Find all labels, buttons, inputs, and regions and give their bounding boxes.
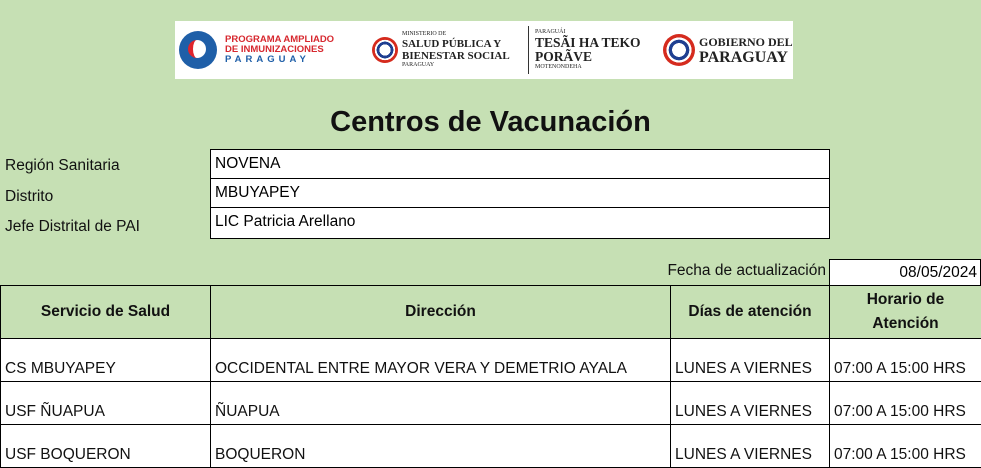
pai-logo-line2: DE INMUNIZACIONES [225,45,334,55]
page-title: Centros de Vacunación [0,106,981,139]
pai-logo-line3: PARAGUAY [225,55,334,65]
table-row [1,382,981,425]
cell-horario[interactable]: 07:00 A 15:00 HRS [830,425,981,468]
national-seal-icon [372,37,398,63]
table-row [1,339,981,382]
header-horario-line2: Atención [834,312,977,336]
tesai-line2: PORÃVE [535,50,659,64]
logo-divider [528,26,529,74]
gobierno-logo [663,34,793,66]
ministerio-line1: SALUD PÚBLICA Y [402,38,510,50]
cell-servicio[interactable]: USF BOQUERON [1,425,211,468]
logo-banner [175,21,793,79]
header-horario [830,286,981,339]
ministerio-logo [372,31,522,69]
header-dias: Días de atención [671,286,830,339]
cell-direccion[interactable]: BOQUERON [211,425,671,468]
gobierno-seal-icon [663,34,695,66]
distrito-value[interactable]: MBUYAPEY [210,178,830,208]
pai-emblem-icon [179,31,217,69]
jefe-value[interactable]: LIC Patricia Arellano [210,207,830,239]
ministerio-tiny: PARAGUAY [402,62,510,69]
gobierno-line1: GOBIERNO DEL [699,34,793,50]
fecha-value[interactable]: 08/05/2024 [829,259,981,286]
tesai-tiny: MOTENONDEHA [535,64,659,71]
cell-dias[interactable]: LUNES A VIERNES [671,382,830,425]
pai-logo [175,31,364,69]
cell-servicio[interactable]: CS MBUYAPEY [1,339,211,382]
pai-logo-line1: PROGRAMA AMPLIADO [225,35,334,45]
table-row [1,425,981,468]
tesai-logo [535,29,659,71]
region-value[interactable]: NOVENA [210,149,830,179]
cell-horario[interactable]: 07:00 A 15:00 HRS [830,382,981,425]
cell-dias[interactable]: LUNES A VIERNES [671,425,830,468]
ministerio-line2: BIENESTAR SOCIAL [402,50,510,62]
vaccination-centers-table [0,285,981,468]
cell-horario[interactable]: 07:00 A 15:00 HRS [830,339,981,382]
fecha-label: Fecha de actualización [667,262,826,280]
header-horario-line1: Horario de [834,288,977,312]
header-direccion: Dirección [211,286,671,339]
tesai-small: PARAGUÁI [535,29,659,36]
cell-dias[interactable]: LUNES A VIERNES [671,339,830,382]
cell-servicio[interactable]: USF ÑUAPUA [1,382,211,425]
gobierno-line2: PARAGUAY [699,50,793,66]
table-header-row [1,286,981,339]
header-servicio: Servicio de Salud [1,286,211,339]
ministerio-small: MINISTERIO DE [402,31,510,38]
region-label: Región Sanitaria [5,157,120,175]
cell-direccion[interactable]: OCCIDENTAL ENTRE MAYOR VERA Y DEMETRIO AYALA [211,339,671,382]
tesai-line1: TESÃI HA TEKO [535,36,659,50]
distrito-label: Distrito [5,188,53,206]
jefe-label: Jefe Distrital de PAI [5,218,140,236]
cell-direccion[interactable]: ÑUAPUA [211,382,671,425]
